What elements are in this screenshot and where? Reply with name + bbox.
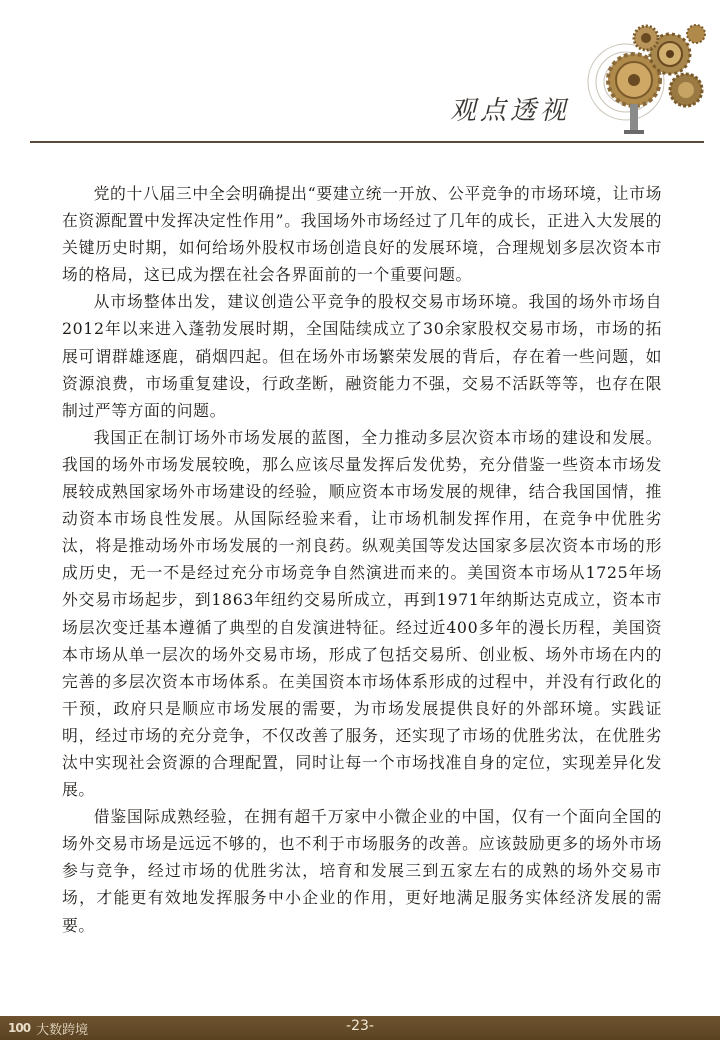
gears-icon [586,12,712,136]
page-number: -23- [346,1018,374,1034]
paragraph: 从市场整体出发，建议创造公平竞争的股权交易市场环境。我国的场外市场自2012年以来进入蓬勃发展时期，全国陆续成立了30余家股权交易市场，市场的拓展可谓群雄逐鹿，硝烟四起。但在场外市场繁荣发展的背后，存在着一些问题，如资源浪费，市场重复建设，行政垄断，融资能力不强，交易不活跃等等，也存在限制过严等方面的问题。 [62,292,662,420]
paragraph: 借鉴国际成熟经验，在拥有超千万家中小微企业的中国，仅有一个面向全国的场外交易市场是远远不够的，也不利于市场服务的改善。应该鼓励更多的场外市场参与竞争，经过市场的优胜劣汰，培育和发展三到五家左右的成熟的场外交易市场，才能更有效地发挥服务中小企业的作用，更好地满足服务实体经济发展的需要。 [62,807,662,935]
section-title: 观点透视 [449,96,570,126]
header-divider [30,141,704,143]
paragraph: 党的十八届三中全会明确提出“要建立统一开放、公平竞争的市场环境，让市场在资源配置中发挥决定性作用”。我国场外市场经过了几年的成长，正进入大发展的关键历史时期，如何给场外股权市场创造良好的发展环境，合理规划多层次资本市场的格局，这已成为摆在社会各界面前的一个重要问题。 [62,184,662,285]
logo-mark: 100 [8,1021,31,1035]
logo-text: 大数跨境 [36,1022,89,1038]
article-body [62,180,662,939]
paragraph: 我国正在制订场外市场发展的蓝图，全力推动多层次资本市场的建设和发展。我国的场外市场发展较晚，那么应该尽量发挥后发优势，充分借鉴一些资本市场发展较成熟国家场外市场建设的经验，顺应资本市场发展的规律，结合我国国情，推动资本市场良性发展。从国际经验来看，让市场机制发挥作用，在竞争中优胜劣汰，将是推动场外市场发展的一剂良药。纵观美国等发达国家多层次资本市场的形成历史，无一不是经过充分市场竞争自然演进而来的。美国资本市场从1725年场外交易市场起步，到1863年纽约交易所成立，再到1971年纳斯达克成立，资本市场层次变迁基本遵循了典型的自发演进特征。经过近400多年的漫长历程，美国资本市场从单一层次的场外交易市场，形成了包括交易所、创业板、场外市场在内的完善的多层次资本市场体系。在美国资本市场体系形成的过程中，并没有行政化的干预，政府只是顺应市场发展的需要，为市场发展提供良好的外部环境。实践证明，经过市场的充分竞争，不仅改善了服务，还实现了市场的优胜劣汰，在优胜劣汰中实现社会资源的合理配置，同时让每一个市场找准自身的定位，实现差异化发展。 [62,427,662,800]
